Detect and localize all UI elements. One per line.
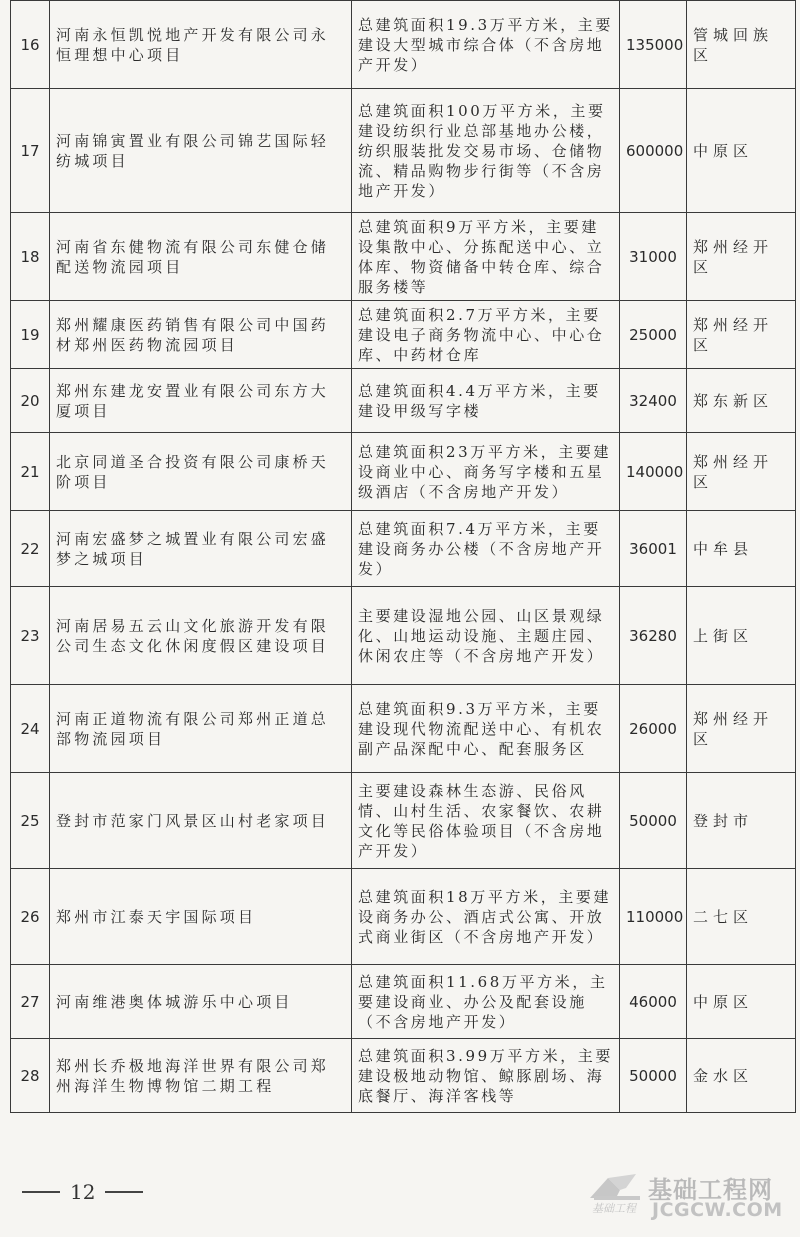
row-number: 26 [11,869,50,965]
row-number: 18 [11,213,50,301]
investment-amount: 50000 [620,773,687,869]
project-name: 郑州长乔极地海洋世界有限公司郑州海洋生物博物馆二期工程 [50,1039,352,1113]
investment-amount: 26000 [620,685,687,773]
project-content: 总建筑面积3.99万平方米，主要建设极地动物馆、鲸豚剧场、海底餐厅、海洋客栈等 [352,1039,620,1113]
project-content: 总建筑面积100万平方米，主要建设纺织行业总部基地办公楼，纺织服装批发交易市场、仓储物流、精品购物步行街等（不含房地产开发） [352,89,620,213]
row-number: 16 [11,1,50,89]
row-number: 22 [11,511,50,587]
table-row [11,369,796,433]
project-name: 河南省东健物流有限公司东健仓储配送物流园项目 [50,213,352,301]
project-name: 郑州市江泰天宇国际项目 [50,869,352,965]
project-name: 河南正道物流有限公司郑州正道总部物流园项目 [50,685,352,773]
project-location: 管城回族区 [687,1,796,89]
project-location: 郑州经开区 [687,301,796,369]
page-number: 12 [70,1180,96,1204]
project-location: 登封市 [687,773,796,869]
table-row [11,213,796,301]
project-table [10,0,796,1113]
investment-amount: 135000 [620,1,687,89]
row-number: 21 [11,433,50,511]
project-name: 郑州耀康医药销售有限公司中国药材郑州医药物流园项目 [50,301,352,369]
project-name: 河南宏盛梦之城置业有限公司宏盛梦之城项目 [50,511,352,587]
project-content: 总建筑面积7.4万平方米，主要建设商务办公楼（不含房地产开发） [352,511,620,587]
table-row [11,685,796,773]
investment-amount: 31000 [620,213,687,301]
row-number: 28 [11,1039,50,1113]
project-location: 二七区 [687,869,796,965]
project-location: 金水区 [687,1039,796,1113]
project-location: 郑州经开区 [687,433,796,511]
investment-amount: 36001 [620,511,687,587]
project-name: 河南居易五云山文化旅游开发有限公司生态文化休闲度假区建设项目 [50,587,352,685]
project-name: 北京同道圣合投资有限公司康桥天阶项目 [50,433,352,511]
project-name: 河南永恒凯悦地产开发有限公司永恒理想中心项目 [50,1,352,89]
investment-amount: 46000 [620,965,687,1039]
project-content: 总建筑面积9.3万平方米，主要建设现代物流配送中心、有机农副产品深配中心、配套服务区 [352,685,620,773]
project-content: 总建筑面积9万平方米，主要建设集散中心、分拣配送中心、立体库、物资储备中转仓库、综合服务楼等 [352,213,620,301]
investment-amount: 50000 [620,1039,687,1113]
project-content: 总建筑面积4.4万平方米，主要建设甲级写字楼 [352,369,620,433]
table-row [11,965,796,1039]
project-content: 总建筑面积11.68万平方米，主要建设商业、办公及配套设施（不含房地产开发） [352,965,620,1039]
investment-amount: 600000 [620,89,687,213]
project-name: 河南锦寅置业有限公司锦艺国际轻纺城项目 [50,89,352,213]
row-number: 25 [11,773,50,869]
project-content: 总建筑面积18万平方米，主要建设商务办公、酒店式公寓、开放式商业街区（不含房地产开发） [352,869,620,965]
project-name: 登封市范家门风景区山村老家项目 [50,773,352,869]
project-content: 主要建设湿地公园、山区景观绿化、山地运动设施、主题庄园、休闲农庄等（不含房地产开发） [352,587,620,685]
watermark [586,1168,786,1228]
table-row [11,89,796,213]
project-content: 总建筑面积19.3万平方米，主要建设大型城市综合体（不含房地产开发） [352,1,620,89]
project-location: 中原区 [687,965,796,1039]
project-content: 总建筑面积23万平方米，主要建设商业中心、商务写字楼和五星级酒店（不含房地产开发） [352,433,620,511]
watermark-url: JCGCW.COM [652,1199,783,1221]
project-content: 总建筑面积2.7万平方米，主要建设电子商务物流中心、中心仓库、中药材仓库 [352,301,620,369]
project-location: 郑州经开区 [687,685,796,773]
investment-amount: 140000 [620,433,687,511]
footer-dash-left [22,1191,60,1193]
row-number: 17 [11,89,50,213]
table-row [11,433,796,511]
row-number: 20 [11,369,50,433]
row-number: 19 [11,301,50,369]
table-row [11,1,796,89]
page-footer [22,1180,143,1204]
project-location: 郑东新区 [687,369,796,433]
row-number: 24 [11,685,50,773]
investment-amount: 110000 [620,869,687,965]
project-location: 郑州经开区 [687,213,796,301]
project-name: 郑州东建龙安置业有限公司东方大厦项目 [50,369,352,433]
table-row [11,1039,796,1113]
footer-dash-right [105,1191,143,1193]
table-row [11,869,796,965]
table-row [11,587,796,685]
investment-amount: 32400 [620,369,687,433]
project-location: 中原区 [687,89,796,213]
watermark-subtitle: 基础工程 [592,1202,636,1215]
project-location: 中牟县 [687,511,796,587]
watermark-title: 基础工程网 [648,1176,773,1204]
investment-amount: 25000 [620,301,687,369]
project-location: 上街区 [687,587,796,685]
project-content: 主要建设森林生态游、民俗风情、山村生活、农家餐饮、农耕文化等民俗体验项目（不含房地产开发） [352,773,620,869]
table-row [11,301,796,369]
table-row [11,511,796,587]
project-table-body [11,1,796,1113]
row-number: 27 [11,965,50,1039]
project-name: 河南维港奥体城游乐中心项目 [50,965,352,1039]
row-number: 23 [11,587,50,685]
table-row [11,773,796,869]
investment-amount: 36280 [620,587,687,685]
